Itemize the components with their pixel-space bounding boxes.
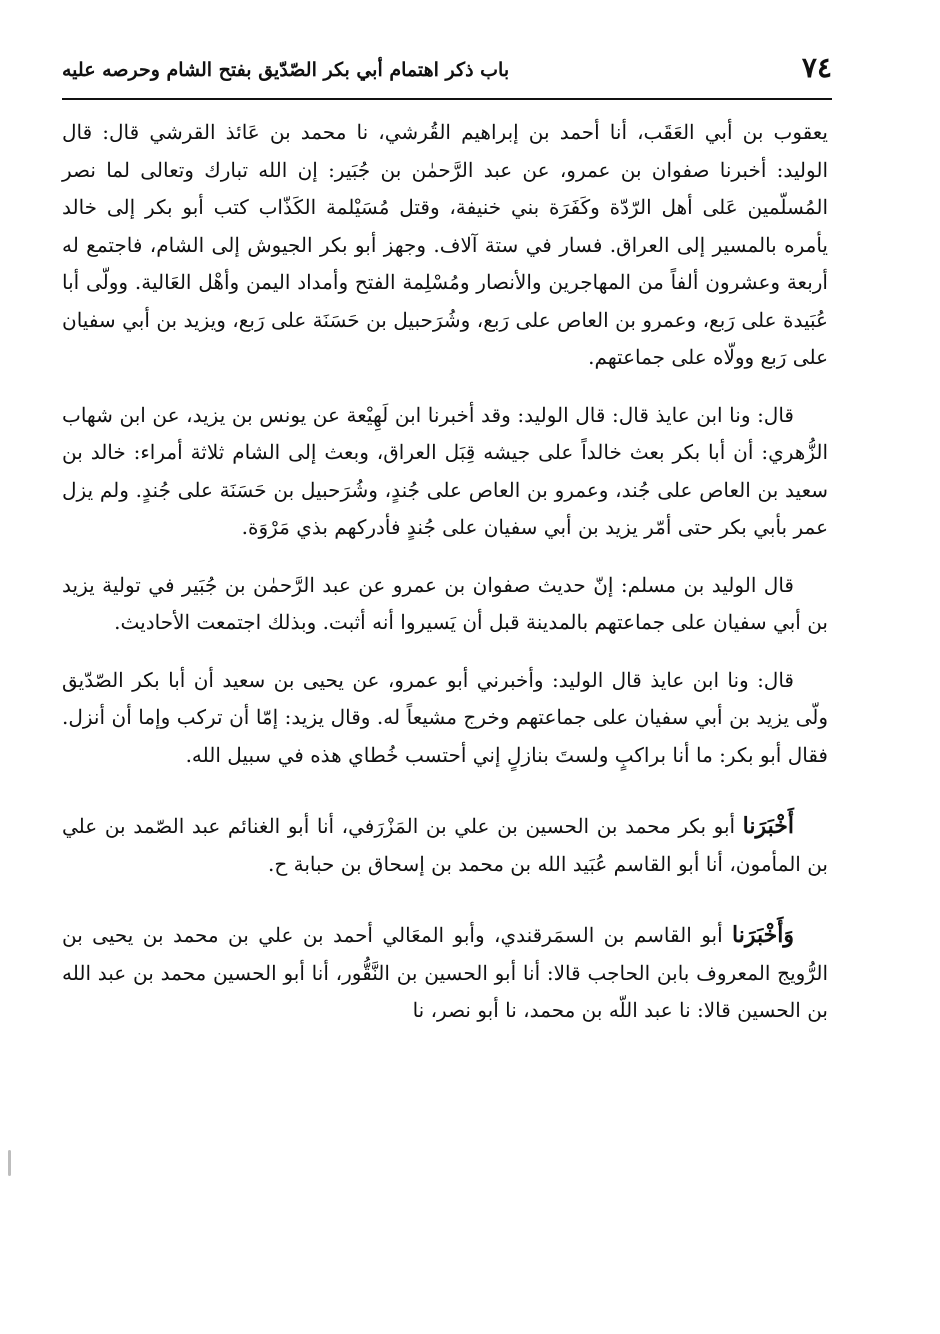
page-number: ٧٤ xyxy=(801,51,832,84)
header-rule xyxy=(62,98,832,100)
paragraph-3-text: قال الوليد بن مسلم: إنّ حديث صفوان بن عمرو عن عبد الرَّحمٰن بن جُبَير في تولية يزيد بن أبي سفيان على جماعتهم بالمدينة قبل أن يَسيروا أنه أثبت. وبذلك اجتمعت الأحاديث. xyxy=(62,572,828,634)
paragraph-6-text: أبو القاسم بن السمَرقندي، وأبو المعَالي أحمد بن علي بن محمد بن يحيى بن الرُّويج المعروف بابن الحاجب قالا: أنا أبو الحسين بن النَّقُّور، أنا أبو الحسين محمد بن عبد الله بن الحسين قالا: نا عبد اللّه بن محمد، نا أبو نصر، نا xyxy=(62,923,828,1022)
paragraph-2-text: قال: ونا ابن عايذ قال: قال الوليد: وقد أخبرنا ابن لَهِيْعة عن يونس بن يزيد، عن ابن شهاب الزُّهري: أن أبا بكر بعث خالداً على جيشه قِبَل العراق، وبعث إلى الشام ثلاثة أمراء: خالد بن سعيد بن العاص على جُند، وعمرو بن العاص على جُندٍ، وشُرَحبيل بن حَسَنَة على جُندٍ. ولم يزل عمر بأبي بكر حتى أمّر يزيد بن أبي سفيان على جُندٍ فأدركهم بذي مَرْوَة. xyxy=(62,402,828,539)
scan-margin-mark xyxy=(8,1150,11,1176)
paragraph-2 xyxy=(62,397,828,547)
paragraph-6-lead-word: وَأَخْبَرَنا xyxy=(732,922,794,948)
paragraph-5-lead-word: أَخْبَرَنا xyxy=(742,813,794,839)
paragraph-6 xyxy=(62,917,828,1030)
body-text xyxy=(62,114,828,1050)
paragraph-5-text: أبو بكر محمد بن الحسين بن علي بن المَزْرَفي، أنا أبو الغنائم عبد الصّمد بن علي بن المأمون، أنا أبو القاسم عُبَيد الله بن محمد بن إسحاق بن حبابة ح. xyxy=(62,814,828,876)
paragraph-5 xyxy=(62,808,828,883)
paragraph-4-text: قال: ونا ابن عايذ قال الوليد: وأخبرني أبو عمرو، عن يحيى بن سعيد أن أبا بكر الصّدّيق ولّى يزيد بن أبي سفيان على جماعتهم وخرج مشيعاً له. وقال يزيد: إمّا أن تركب وإما أن أنزل. فقال أبو بكر: ما أنا براكبٍ ولستَ بنازلٍ إني أحتسب خُطاي هذه في سبيل الله. xyxy=(62,667,828,767)
paragraph-1-text: يعقوب بن أبي العَقَب، أنا أحمد بن إبراهيم القُرشي، نا محمد بن عَائذ القرشي قال: قال الوليد: أخبرنا صفوان بن عمرو، عن عبد الرَّحمٰن بن جُبَير: إن الله تبارك وتعالى لما نصر المُسلّمين عَلى أهل الرّدّة وكَفَرَة بني خنيفة، وقتل مُسَيْلمة الكَذّاب كتب أبو بكر إلى خالد يأمره بالمسير إلى العراق. فسار في ستة آلاف. وجهز أبو بكر الجيوش إلى الشام، فاجتمع له أربعة وعشرون ألفاً من المهاجرين والأنصار ومُسْلِمة الفتح وأمداد اليمن وأهْل العَالية. وولّى أبا عُبَيدة على رَبع، وعمرو بن العاص على رَبع، وشُرَحبيل بن حَسَنَة على رَبع، ويزيد بن أبي سفيان على رَبع وولّاه على جماعتهم. xyxy=(62,120,828,369)
running-title: باب ذكر اهتمام أبي بكر الصّدّيق بفتح الشام وحرصه عليه xyxy=(62,59,510,81)
page-header xyxy=(62,48,832,92)
paragraph-3 xyxy=(62,567,828,642)
paragraph-1 xyxy=(62,114,828,377)
paragraph-4 xyxy=(62,662,828,775)
